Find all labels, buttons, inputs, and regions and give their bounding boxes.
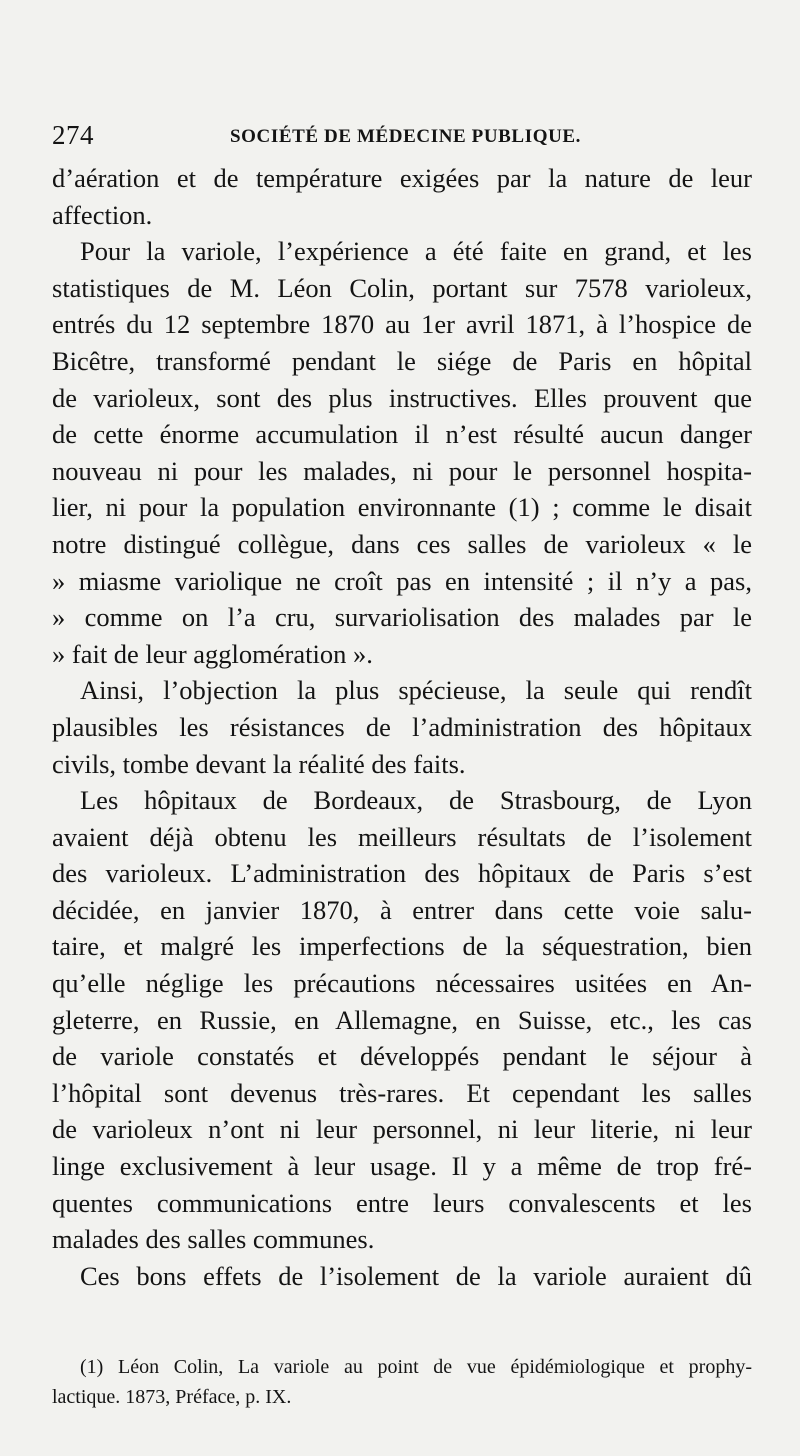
text-line: notre distingué collègue, dans ces salles de varioleux « le bbox=[52, 528, 752, 559]
running-head: SOCIÉTÉ DE MÉDECINE PUBLIQUE. bbox=[230, 126, 582, 147]
body-text bbox=[52, 160, 752, 1294]
footnote-line: lactique. 1873, Préface, p. IX. bbox=[52, 1386, 292, 1408]
text-line: statistiques de M. Léon Colin, portant sur 7578 varioleux, bbox=[52, 272, 752, 303]
text-line: entrés du 12 septembre 1870 au 1er avril 1871, à l’hospice de bbox=[52, 309, 752, 340]
footnote-line: (1) Léon Colin, La variole au point de vue épidémiologique et prophy- bbox=[80, 1356, 752, 1378]
text-line: d’aération et de température exigées par la nature de leur bbox=[52, 163, 752, 193]
text-line: décidée, en janvier 1870, à entrer dans cette voie salu- bbox=[52, 894, 752, 925]
text-line: civils, tombe devant la réalité des faits. bbox=[52, 748, 466, 779]
text-line: plausibles les résistances de l’administration des hôpitaux bbox=[52, 711, 752, 742]
text-line: taire, et malgré les imperfections de la séquestration, bien bbox=[52, 931, 752, 962]
text-line: lier, ni pour la population environnante (1) ; comme le disait bbox=[52, 492, 752, 523]
text-line: quentes communications entre leurs convalescents et les bbox=[52, 1187, 752, 1218]
text-line: Pour la variole, l’expérience a été faite en grand, et les bbox=[80, 236, 752, 267]
text-line: Bicêtre, transformé pendant le siége de Paris en hôpital bbox=[52, 345, 752, 376]
text-line: avaient déjà obtenu les meilleurs résultats de l’isolement bbox=[52, 821, 752, 852]
text-line: des varioleux. L’administration des hôpitaux de Paris s’est bbox=[52, 858, 752, 889]
footnote bbox=[52, 1352, 752, 1412]
text-line: gleterre, en Russie, en Allemagne, en Suisse, etc., les cas bbox=[52, 1004, 752, 1035]
text-line: qu’elle néglige les précautions nécessaires usitées en An- bbox=[52, 968, 752, 999]
text-line: » comme on l’a cru, survariolisation des malades par le bbox=[52, 602, 752, 633]
text-line: de cette énorme accumulation il n’est résulté aucun danger bbox=[52, 419, 752, 450]
text-line: Ces bons effets de l’isolement de la variole auraient dû bbox=[80, 1260, 752, 1291]
text-line: » miasme variolique ne croît pas en intensité ; il n’y a pas, bbox=[52, 565, 752, 596]
text-line: linge exclusivement à leur usage. Il y a même de trop fré- bbox=[52, 1151, 752, 1182]
text-line: malades des salles communes. bbox=[52, 1224, 375, 1255]
text-line: Les hôpitaux de Bordeaux, de Strasbourg, de Lyon bbox=[80, 785, 752, 816]
text-line: affection. bbox=[52, 199, 153, 230]
text-line: Ainsi, l’objection la plus spécieuse, la seule qui rendît bbox=[80, 675, 752, 706]
text-line: nouveau ni pour les malades, ni pour le personnel hospita- bbox=[52, 455, 752, 486]
text-line: de variole constatés et développés pendant le séjour à bbox=[52, 1041, 752, 1072]
text-line: de varioleux n’ont ni leur personnel, ni leur literie, ni leur bbox=[52, 1114, 752, 1145]
text-line: de varioleux, sont des plus instructives. Elles prouvent que bbox=[52, 382, 752, 413]
text-line: » fait de leur agglomération ». bbox=[52, 638, 373, 669]
text-line: l’hôpital sont devenus très-rares. Et cependant les salles bbox=[52, 1077, 752, 1108]
page-header bbox=[52, 120, 748, 156]
page-number: 274 bbox=[52, 120, 94, 150]
